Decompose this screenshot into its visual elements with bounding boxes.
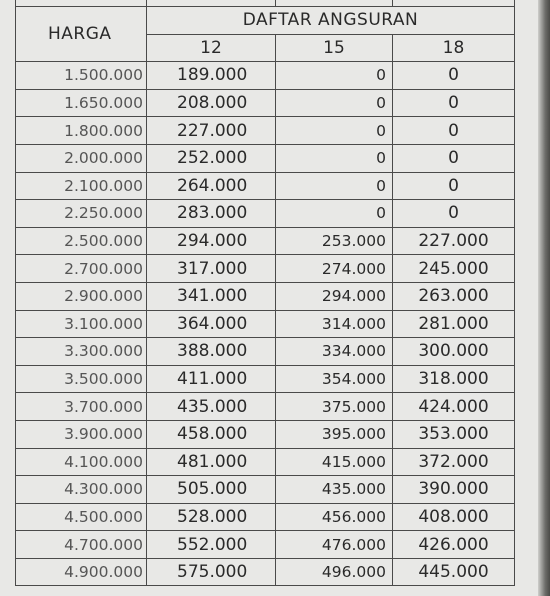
installment-15-cell: 375.000 bbox=[276, 393, 393, 421]
table-row bbox=[16, 365, 515, 393]
installment-12-cell: 458.000 bbox=[147, 420, 276, 448]
installment-18-cell: 227.000 bbox=[393, 227, 515, 255]
installment-15-cell: 0 bbox=[276, 200, 393, 228]
table-row bbox=[16, 62, 515, 90]
price-cell: 1.800.000 bbox=[16, 117, 147, 145]
table-row bbox=[16, 282, 515, 310]
installment-12-cell: 264.000 bbox=[147, 172, 276, 200]
installment-15-cell: 476.000 bbox=[276, 531, 393, 559]
installment-18-cell: 372.000 bbox=[393, 448, 515, 476]
price-cell: 2.250.000 bbox=[16, 200, 147, 228]
price-cell: 4.300.000 bbox=[16, 476, 147, 504]
header-row-group bbox=[16, 7, 515, 35]
installment-12-cell: 435.000 bbox=[147, 393, 276, 421]
installment-12-cell: 505.000 bbox=[147, 476, 276, 504]
installment-15-cell: 0 bbox=[276, 117, 393, 145]
installment-15-cell: 334.000 bbox=[276, 338, 393, 366]
installment-12-cell: 575.000 bbox=[147, 558, 276, 586]
table-row bbox=[16, 172, 515, 200]
installment-18-cell: 426.000 bbox=[393, 531, 515, 559]
installment-18-cell: 0 bbox=[393, 172, 515, 200]
installment-18-cell: 353.000 bbox=[393, 420, 515, 448]
price-cell: 1.500.000 bbox=[16, 62, 147, 90]
price-cell: 4.500.000 bbox=[16, 503, 147, 531]
table-row bbox=[16, 420, 515, 448]
installment-18-cell: 0 bbox=[393, 89, 515, 117]
installment-12-cell: 411.000 bbox=[147, 365, 276, 393]
installment-15-cell: 253.000 bbox=[276, 227, 393, 255]
installment-18-cell: 390.000 bbox=[393, 476, 515, 504]
price-cell: 4.900.000 bbox=[16, 558, 147, 586]
table-row bbox=[16, 393, 515, 421]
price-cell: 3.100.000 bbox=[16, 310, 147, 338]
installment-15-cell: 314.000 bbox=[276, 310, 393, 338]
installment-18-cell: 0 bbox=[393, 144, 515, 172]
term-header-18: 18 bbox=[393, 34, 515, 62]
installment-15-cell: 435.000 bbox=[276, 476, 393, 504]
installment-12-cell: 252.000 bbox=[147, 144, 276, 172]
price-cell: 3.900.000 bbox=[16, 420, 147, 448]
term-header-12: 12 bbox=[147, 34, 276, 62]
installment-18-cell: 300.000 bbox=[393, 338, 515, 366]
price-cell: 3.700.000 bbox=[16, 393, 147, 421]
price-cell: 2.700.000 bbox=[16, 255, 147, 283]
price-cell: 2.900.000 bbox=[16, 282, 147, 310]
installment-18-cell: 424.000 bbox=[393, 393, 515, 421]
price-cell: 3.500.000 bbox=[16, 365, 147, 393]
installment-12-cell: 528.000 bbox=[147, 503, 276, 531]
table-row bbox=[16, 558, 515, 586]
installment-18-cell: 408.000 bbox=[393, 503, 515, 531]
daftar-angsuran-header: DAFTAR ANGSURAN bbox=[147, 7, 515, 35]
installment-15-cell: 0 bbox=[276, 172, 393, 200]
price-cell: 4.100.000 bbox=[16, 448, 147, 476]
installment-12-cell: 481.000 bbox=[147, 448, 276, 476]
installment-15-cell: 354.000 bbox=[276, 365, 393, 393]
table-row bbox=[16, 338, 515, 366]
installment-15-cell: 274.000 bbox=[276, 255, 393, 283]
paper-shadow-edge bbox=[538, 0, 550, 596]
installment-12-cell: 294.000 bbox=[147, 227, 276, 255]
installment-18-cell: 245.000 bbox=[393, 255, 515, 283]
table-row bbox=[16, 476, 515, 504]
installment-15-cell: 294.000 bbox=[276, 282, 393, 310]
installment-12-cell: 189.000 bbox=[147, 62, 276, 90]
price-cell: 4.700.000 bbox=[16, 531, 147, 559]
installment-15-cell: 415.000 bbox=[276, 448, 393, 476]
installment-15-cell: 0 bbox=[276, 89, 393, 117]
installment-table bbox=[15, 0, 515, 586]
table-row bbox=[16, 144, 515, 172]
installment-12-cell: 552.000 bbox=[147, 531, 276, 559]
installment-18-cell: 281.000 bbox=[393, 310, 515, 338]
harga-header: HARGA bbox=[16, 7, 147, 62]
installment-18-cell: 0 bbox=[393, 62, 515, 90]
table-row bbox=[16, 200, 515, 228]
table-row bbox=[16, 448, 515, 476]
price-cell: 2.000.000 bbox=[16, 144, 147, 172]
installment-12-cell: 388.000 bbox=[147, 338, 276, 366]
installment-12-cell: 364.000 bbox=[147, 310, 276, 338]
installment-18-cell: 445.000 bbox=[393, 558, 515, 586]
installment-15-cell: 496.000 bbox=[276, 558, 393, 586]
table-row bbox=[16, 89, 515, 117]
installment-18-cell: 0 bbox=[393, 200, 515, 228]
price-cell: 3.300.000 bbox=[16, 338, 147, 366]
price-cell: 2.100.000 bbox=[16, 172, 147, 200]
installment-18-cell: 0 bbox=[393, 117, 515, 145]
table-row bbox=[16, 255, 515, 283]
installment-12-cell: 208.000 bbox=[147, 89, 276, 117]
installment-15-cell: 456.000 bbox=[276, 503, 393, 531]
installment-15-cell: 0 bbox=[276, 62, 393, 90]
installment-18-cell: 263.000 bbox=[393, 282, 515, 310]
table-row bbox=[16, 117, 515, 145]
installment-12-cell: 317.000 bbox=[147, 255, 276, 283]
table-row bbox=[16, 531, 515, 559]
installment-15-cell: 395.000 bbox=[276, 420, 393, 448]
installment-12-cell: 341.000 bbox=[147, 282, 276, 310]
term-header-15: 15 bbox=[276, 34, 393, 62]
table-body bbox=[16, 62, 515, 586]
installment-12-cell: 283.000 bbox=[147, 200, 276, 228]
table-row bbox=[16, 503, 515, 531]
installment-15-cell: 0 bbox=[276, 144, 393, 172]
table-header bbox=[16, 0, 515, 62]
table-row bbox=[16, 310, 515, 338]
price-cell: 1.650.000 bbox=[16, 89, 147, 117]
price-cell: 2.500.000 bbox=[16, 227, 147, 255]
installment-12-cell: 227.000 bbox=[147, 117, 276, 145]
installment-18-cell: 318.000 bbox=[393, 365, 515, 393]
table-row bbox=[16, 227, 515, 255]
